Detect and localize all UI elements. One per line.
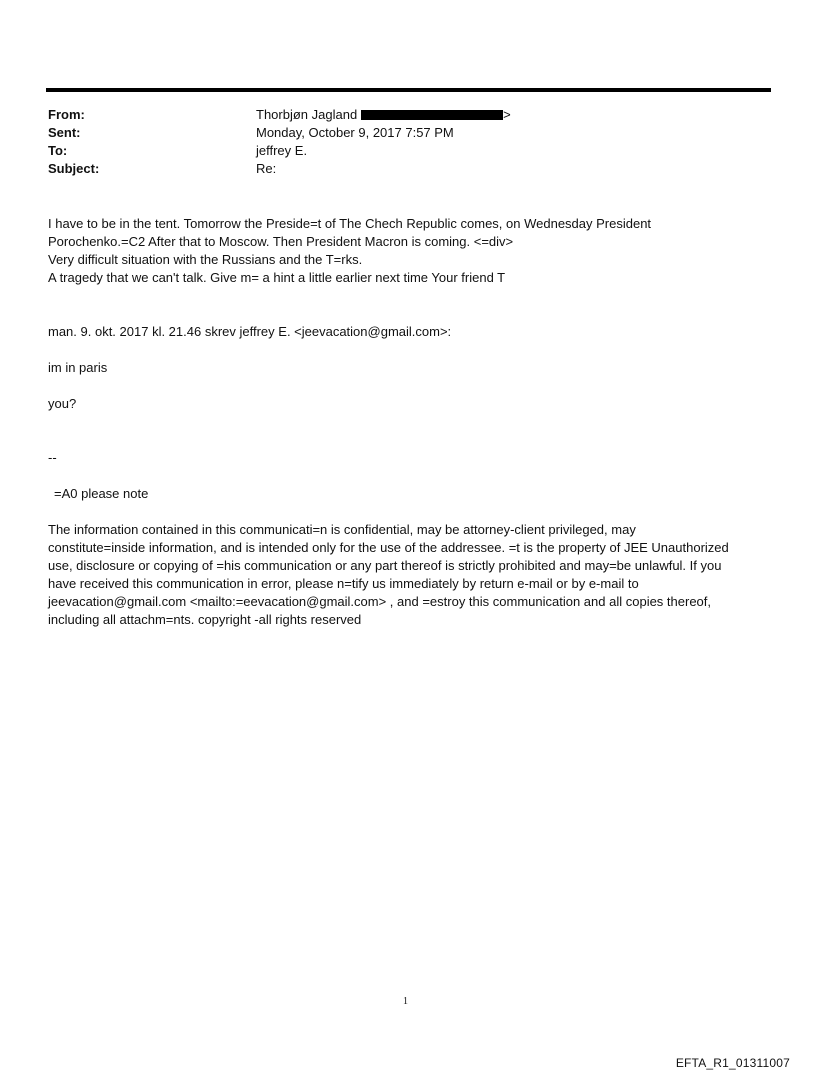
- to-label: To:: [48, 143, 68, 158]
- please-note: =A0 please note: [54, 486, 149, 501]
- document-id: EFTA_R1_01311007: [675, 1056, 790, 1070]
- message-line: Very difficult situation with the Russians and the T=rks.: [48, 252, 363, 267]
- disclaimer: [48, 521, 768, 629]
- message-line: I have to be in the tent. Tomorrow the Preside=t of The Chech Republic comes, on Wednesday President: [48, 216, 652, 231]
- disclaimer-line: The information contained in this communicati=n is confidential, may be attorney-client privileged, may: [48, 522, 636, 537]
- header-rule: [46, 88, 771, 92]
- from-tail: >: [503, 107, 511, 122]
- disclaimer-line: use, disclosure or copying of =his communication or any part thereof is strictly prohibited and may=be unlawful. If you: [48, 558, 722, 573]
- redaction-bar: [361, 110, 503, 120]
- subject-value: Re:: [256, 161, 277, 176]
- page-number: 1: [403, 996, 408, 1007]
- signature-separator: --: [48, 450, 57, 465]
- disclaimer-line: constitute=inside information, and is intended only for the use of the addressee. =t is the property of JEE Unauthorized: [48, 540, 729, 555]
- message-line: Porochenko.=C2 After that to Moscow. Then President Macron is coming. <=div>: [48, 234, 514, 249]
- message-body: [48, 215, 768, 287]
- quoted-line: you?: [48, 396, 77, 411]
- subject-label: Subject:: [48, 161, 100, 176]
- from-value: [256, 107, 511, 122]
- disclaimer-line: including all attachm=nts. copyright -all rights reserved: [48, 612, 362, 627]
- message-line: A tragedy that we can't talk. Give m= a hint a little earlier next time Your friend T: [48, 270, 506, 285]
- quoted-line: im in paris: [48, 360, 108, 375]
- disclaimer-line: jeevacation@gmail.com <mailto:=eevacation@gmail.com> , and =estroy this communication and all copies thereof,: [48, 594, 712, 609]
- sent-value: Monday, October 9, 2017 7:57 PM: [256, 125, 454, 140]
- to-value: jeffrey E.: [256, 143, 308, 158]
- sent-label: Sent:: [48, 125, 81, 140]
- disclaimer-line: have received this communication in error, please n=tify us immediately by return e-mail or by e-mail to: [48, 576, 639, 591]
- from-name: Thorbjøn Jagland: [256, 107, 358, 122]
- quote-attribution: man. 9. okt. 2017 kl. 21.46 skrev jeffrey E. <jeevacation@gmail.com>:: [48, 324, 452, 339]
- from-label: From:: [48, 107, 85, 122]
